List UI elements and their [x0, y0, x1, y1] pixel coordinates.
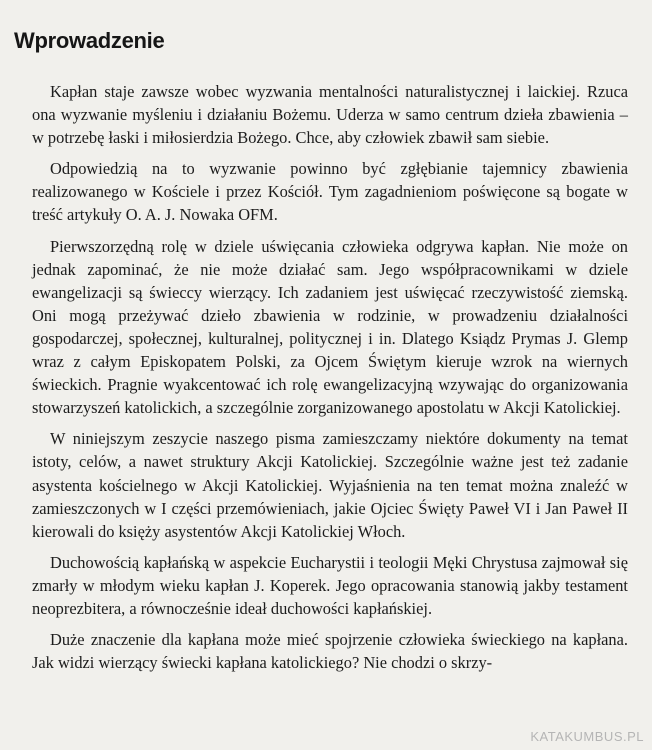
paragraph: Duże znaczenie dla kapłana może mieć spojrzenie człowieka świeckiego na kapłana. Jak widzi wierzący świecki kapłana katolickiego? Nie chodzi o skrzy- [32, 630, 628, 673]
paragraph: W niniejszym zeszycie naszego pisma zamieszczamy niektóre dokumenty na temat istoty, celów, a nawet struktury Akcji Katolickiej. Szczególnie ważne jest też zadanie asystenta kościelnego w Akcji Katolickiej. Wyjaśnienia na ten temat można znaleźć w zamieszczonych w I części przemówieniach, jakie Ojciec Święty Paweł VI i Jan Paweł II kierowali do księży asystentów Akcji Katolickiej Włoch. [32, 429, 628, 541]
paragraph: Odpowiedzią na to wyzwanie powinno być zgłębianie tajemnicy zbawienia realizowanego w Kościele i przez Kościół. Tym zagadnieniom poświęcone są bogate w treść artykuły O. A. J. Nowaka OFM. [32, 159, 628, 225]
paragraph: Pierwszorzędną rolę w dziele uświęcania człowieka odgrywa kapłan. Nie może on jednak zapominać, że nie może działać sam. Jego współpracownikami w dziele ewangelizacji są świeccy wierzący. Ich zadaniem jest uświęcać rzeczywistość ziemską. Oni mogą przeżywać dzieło zbawienia w rodzinie, w prowadzeniu działalności gospodarczej, społecznej, kulturalnej, politycznej i in. Dlatego Ksiądz Prymas J. Glemp wraz z całym Episkopatem Polski, za Ojcem Świętym kieruje wzrok na wiernych świeckich. Pragnie wyakcentować ich rolę ewangelizacyjną wzywając do organizowania stowarzyszeń katolickich, a szczególnie zorganizowanego apostolatu w Akcji Katolickiej. [32, 236, 628, 418]
paragraph: Duchowością kapłańską w aspekcie Eucharystii i teologii Męki Chrystusa zajmował się zmarły w młodym wieku kapłan J. Koperek. Jego opracowania stanowią jakby testament neoprezbitera, a równocześnie ideał duchowości kapłańskiej. [32, 552, 628, 618]
paragraph: Kapłan staje zawsze wobec wyzwania mentalności naturalistycznej i laickiej. Rzuca ona wyzwanie myśleniu i działaniu Bożemu. Uderza w samo centrum dzieła zbawienia – w potrzebę łaski i miłosierdzia Bożego. Chce, aby człowiek zbawił sam siebie. [32, 82, 628, 148]
body-text [32, 80, 628, 682]
page-title: Wprowadzenie [14, 28, 165, 53]
watermark: KATAKUMBUS.PL [530, 729, 644, 744]
